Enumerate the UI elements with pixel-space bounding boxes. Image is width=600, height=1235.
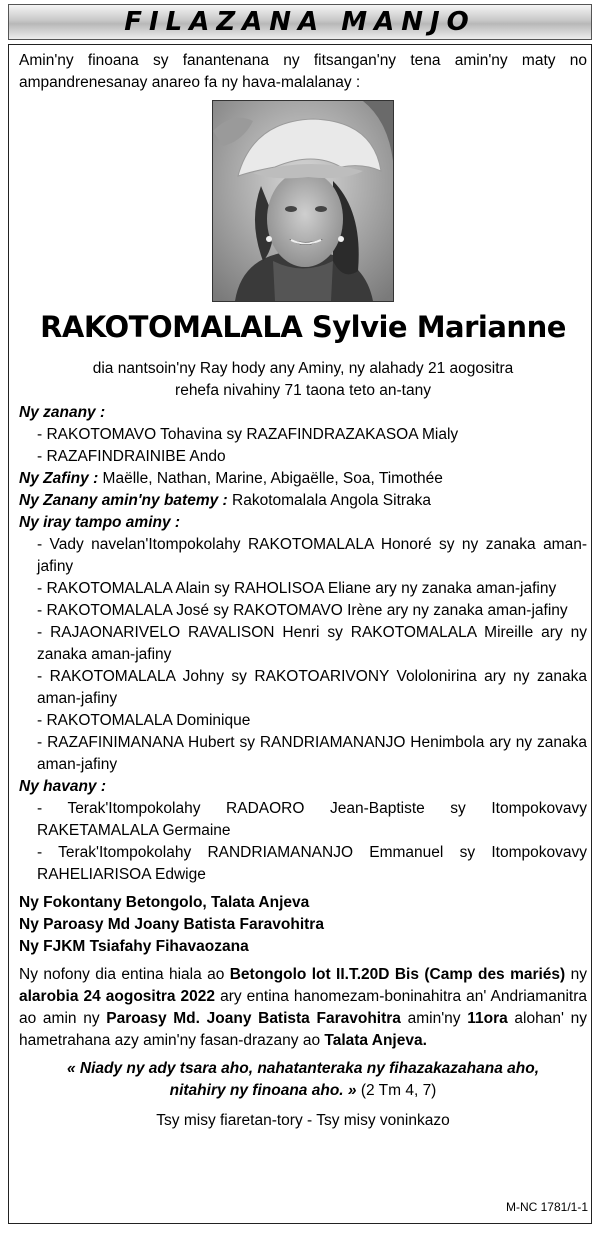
sibling-item: - RAKOTOMALALA Johny sy RAKOTOARIVONY Vololonirina ary ny zanaka aman-jafiny xyxy=(37,668,587,707)
sibling-item: - RAZAFINIMANANA Hubert sy RANDRIAMANANJO Henimbola ary ny zanaka aman-jafiny xyxy=(37,734,587,773)
header-title: FILAZANA MANJO xyxy=(124,7,476,37)
community-line: Ny Paroasy Md Joany Batista Faravohitra xyxy=(19,916,324,933)
portrait-photo xyxy=(212,100,394,302)
notice-reference: M-NC 1781/1-1 xyxy=(505,1200,588,1214)
child-item: - RAZAFINDRAINIBE Ando xyxy=(37,448,226,465)
death-announcement xyxy=(19,358,587,402)
death-date-line: dia nantsoin'ny Ray hody any Aminy, ny alahady 21 aogositra xyxy=(92,360,514,377)
sibling-item: - RAKOTOMALALA Alain sy RAHOLISOA Eliane ary ny zanaka aman-jafiny xyxy=(37,580,557,597)
relative-item: - Terak'Itompokolahy RANDRIAMANANJO Emmanuel sy Itompokovavy RAHELIARISOA Edwige xyxy=(37,844,587,883)
closing-note: Tsy misy fiaretan-tory - Tsy misy voninkazo xyxy=(156,1112,450,1129)
community-line: Ny FJKM Tsiafahy Fihavaozana xyxy=(19,938,249,955)
bible-quote: « Niady ny ady tsara aho, nahatanteraka ny fihazakazahana aho, nitahiry ny finoana aho. » (2 Tm 4, 7) xyxy=(66,1060,540,1099)
grandchildren-line: Ny Zafiny : Maëlle, Nathan, Marine, Abigaëlle, Soa, Timothée xyxy=(19,470,443,487)
intro-text: Amin'ny finoana sy fanantenana ny fitsangan'ny tena amin'ny maty no ampandrenesanay anareo fa ny hava-malalanay : xyxy=(19,52,587,91)
sibling-item: - RAKOTOMALALA José sy RAKOTOMAVO Irène ary ny zanaka aman-jafiny xyxy=(37,602,568,619)
sibling-item: - Vady navelan'Itompokolahy RAKOTOMALALA Honoré sy ny zanaka aman-jafiny xyxy=(37,536,587,575)
siblings-section-label: Ny iray tampo aminy : xyxy=(19,514,181,531)
relatives-section-label: Ny havany : xyxy=(19,778,107,795)
age-line: rehefa nivahiny 71 taona teto an-tany xyxy=(175,382,431,399)
community-line: Ny Fokontany Betongolo, Talata Anjeva xyxy=(19,894,310,911)
sibling-item: - RAJAONARIVELO RAVALISON Henri sy RAKOTOMALALA Mireille ary ny zanaka aman-jafiny xyxy=(37,624,587,663)
deceased-name: RAKOTOMALALA Sylvie Marianne xyxy=(40,310,566,344)
quote-reference: (2 Tm 4, 7) xyxy=(356,1082,437,1099)
photo-container xyxy=(19,100,587,302)
children-section-label: Ny zanany : xyxy=(19,404,106,421)
header-banner xyxy=(8,4,592,40)
relative-item: - Terak'Itompokolahy RADAORO Jean-Baptiste sy Itompokovavy RAKETAMALALA Germaine xyxy=(37,800,587,839)
sibling-item: - RAKOTOMALALA Dominique xyxy=(37,712,251,729)
funeral-details: Ny nofony dia entina hiala ao Betongolo lot II.T.20D Bis (Camp des mariés) ny alarobia 24 aogositra 2022 ary entina hanomezam-boninahitra an' Andriamanitra ao amin ny Paroasy Md. Joany Batista Faravohitra amin'ny 11ora alohan' ny hametrahana azy amin'ny fasan-drazany ao Talata Anjeva. xyxy=(19,966,587,1049)
notice-content xyxy=(19,50,587,1132)
godchildren-line: Ny Zanany amin'ny batemy : Rakotomalala Angola Sitraka xyxy=(19,492,432,509)
child-item: - RAKOTOMAVO Tohavina sy RAZAFINDRAZAKASOA Mialy xyxy=(37,426,459,443)
